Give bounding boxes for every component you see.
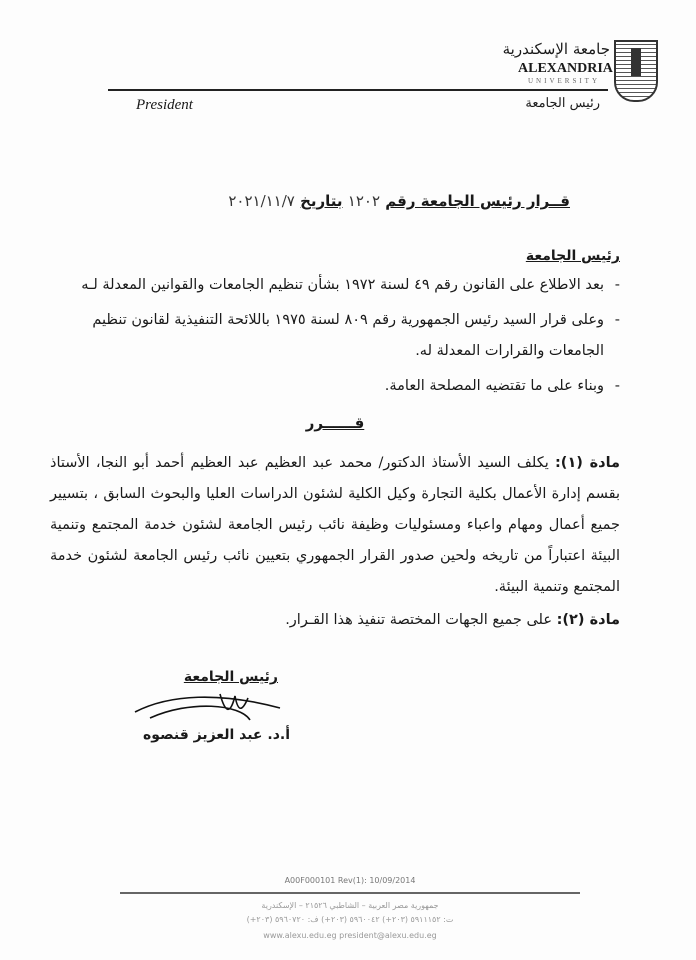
decides-heading: قــــــرر (305, 414, 365, 432)
decree-date: ٢٠٢١/١١/٧ (228, 192, 295, 210)
form-code: A00F000101 Rev(1): 10/09/2014 (284, 876, 416, 885)
university-name-ar: جامعة الإسكندرية (502, 40, 610, 58)
bullet-dash: - (614, 378, 620, 394)
preamble-text: وبناء على ما تقتضيه المصلحة العامة. (384, 378, 604, 394)
bullet-dash: - (614, 312, 620, 328)
preamble-item (50, 270, 620, 301)
university-logo-icon (614, 40, 658, 102)
decree-date-label: بتاريخ (300, 192, 343, 210)
handwritten-signature (130, 688, 290, 724)
decree-title (110, 190, 570, 212)
header-divider (108, 89, 608, 91)
article-1 (50, 448, 620, 603)
footer-divider (120, 892, 580, 894)
signatory-name: أ.د. عبد العزيز قنصوه (143, 727, 290, 743)
decree-number: ١٢٠٢ (347, 192, 381, 210)
preamble-text: بعد الاطلاع على القانون رقم ٤٩ لسنة ١٩٧٢ بشأن تنظيم الجامعات والقوانين المعدلة لـه (81, 277, 604, 293)
decree-body (50, 244, 620, 746)
footer-address: جمهورية مصر العربية – الشاطبي ٢١٥٢٦ – الإسكندرية (261, 901, 439, 910)
university-name-en: ALEXANDRIA (518, 61, 613, 76)
article-text: على جميع الجهات المختصة تنفيذ هذا القـرار. (285, 612, 552, 628)
article-label: مادة (٢): (556, 612, 620, 628)
preamble-text: وعلى قرار السيد رئيس الجمهورية رقم ٨٠٩ لسنة ١٩٧٥ باللائحة التنفيذية لقانون تنظيم الجامعات والقرارات المعدلة له. (92, 312, 604, 359)
section-heading: رئيس الجامعة (525, 248, 620, 264)
signatory-title: رئيس الجامعة (183, 669, 278, 685)
article-label: مادة (١): (555, 455, 620, 471)
preamble-item (50, 305, 620, 367)
bullet-dash: - (614, 277, 620, 293)
article-2 (50, 605, 620, 636)
office-ar: رئيس الجامعة (525, 96, 600, 111)
preamble-item (50, 371, 620, 402)
office-en: President (136, 97, 193, 113)
signature-block (120, 666, 290, 746)
decree-title-text: قــرار رئيس الجامعة رقم (385, 192, 570, 210)
footer-phones: ت: ٥٩١١١٥٢ (٢٠٣+) ٥٩٦٠٠٤٢ (٢٠٣+) ف: ٥٩٦٠٧٢٠ (٢٠٣+) (246, 915, 454, 924)
footer-web: www.alexu.edu.eg president@alexu.edu.eg (263, 931, 437, 940)
article-text: يكلف السيد الأستاذ الدكتور/ محمد عبد العظيم عبد العظيم أحمد أبو النجا، الأستاذ بقسم إدارة الأعمال بكلية التجارة وكيل الكلية لشئون الدراسات العليا والبحوث السابق ، بتسيير جميع أعمال ومهام واعباء ومسئوليات وظيفة نائب رئيس الجامعة لشئون خدمة المجتمع وتنمية البيئة اعتباراً من تاريخه ولحين صدور القرار الجمهوري بتعيين نائب رئيس الجامعة لشئون خدمة المجتمع وتنمية البيئة. (50, 455, 620, 595)
university-name-en-sub: UNIVERSITY (528, 77, 600, 85)
